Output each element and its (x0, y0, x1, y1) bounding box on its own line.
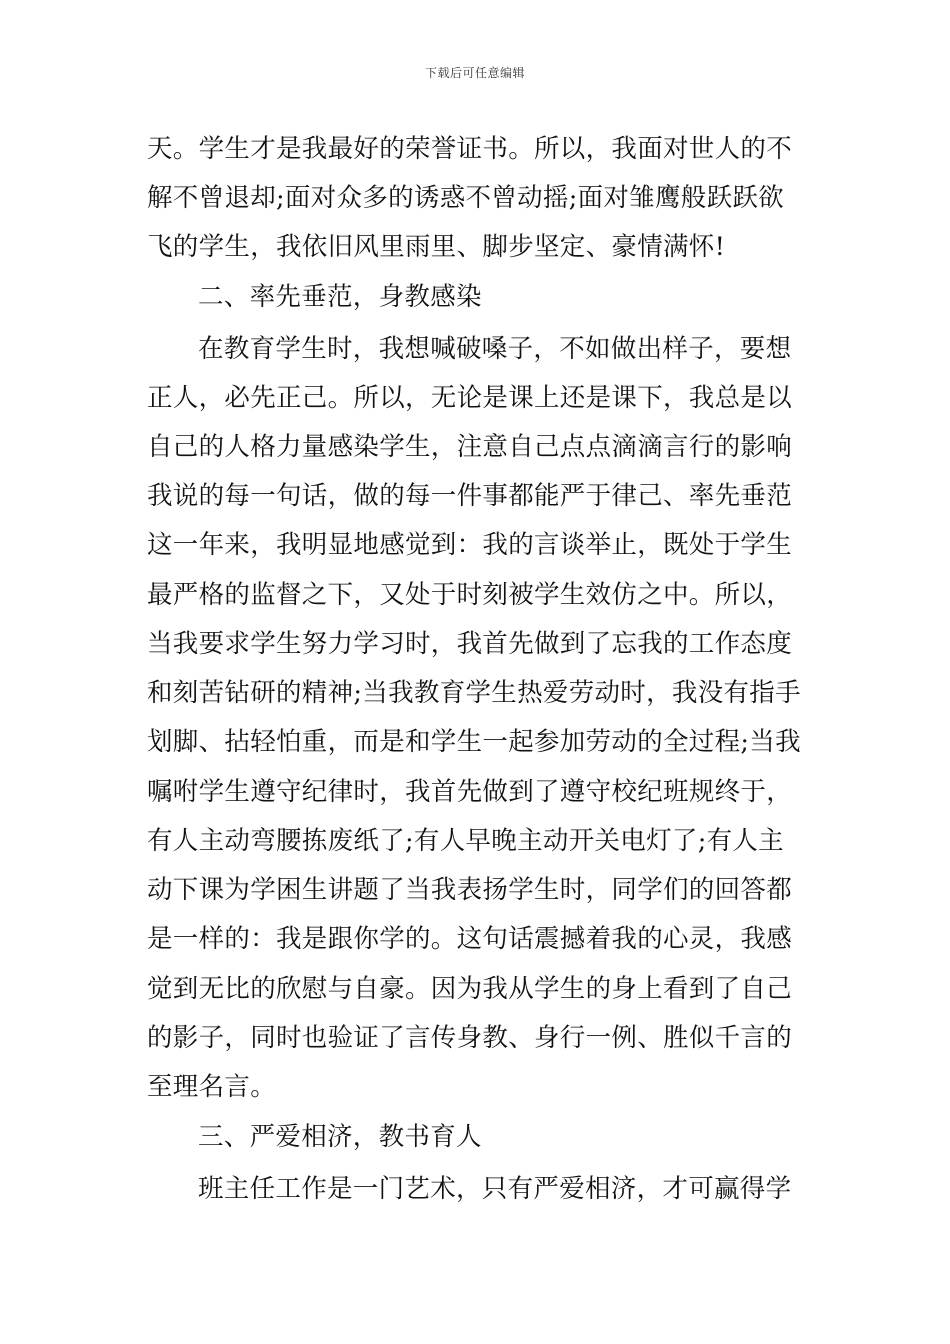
body-line: 正人，必先正己。所以，无论是课上还是课下，我总是以 (147, 383, 793, 413)
body-line: 当我要求学生努力学习时，我首先做到了忘我的工作态度 (147, 629, 793, 659)
body-line: 是一样的：我是跟你学的。这句话震撼着我的心灵，我感 (147, 924, 793, 954)
body-line: 这一年来，我明显地感觉到：我的言谈举止，既处于学生 (147, 530, 793, 560)
body-line: 飞的学生，我依旧风里雨里、脚步坚定、豪情满怀! (147, 232, 726, 262)
body-line: 的影子，同时也验证了言传身教、身行一例、胜似千言的 (147, 1023, 793, 1053)
body-line: 觉到无比的欣慰与自豪。因为我从学生的身上看到了自己 (147, 974, 793, 1004)
body-line: 划脚、拈轻怕重，而是和学生一起参加劳动的全过程;当我 (147, 727, 801, 757)
body-line: 和刻苦钻研的精神;当我教育学生热爱劳动时，我没有指手 (147, 678, 801, 708)
body-line: 天。学生才是我最好的荣誉证书。所以，我面对世人的不 (147, 134, 793, 164)
section-heading: 三、严爱相济，教书育人 (198, 1122, 482, 1152)
body-line: 在教育学生时，我想喊破嗓子，不如做出样子，要想 (198, 334, 792, 364)
body-line: 动下课为学困生讲题了当我表扬学生时，同学们的回答都 (147, 875, 793, 905)
section-heading: 二、率先垂范，身教感染 (198, 282, 482, 312)
body-line: 班主任工作是一门艺术，只有严爱相济，才可赢得学 (198, 1174, 792, 1204)
body-line: 我说的每一句话，做的每一件事都能严于律己、率先垂范 (147, 481, 793, 511)
body-line: 嘱咐学生遵守纪律时，我首先做到了遵守校纪班规终于， (147, 777, 793, 807)
body-line: 至理名言。 (147, 1072, 277, 1102)
body-line: 自己的人格力量感染学生，注意自己点点滴滴言行的影响 (147, 432, 793, 462)
body-line: 最严格的监督之下，又处于时刻被学生效仿之中。所以， (147, 580, 793, 610)
body-line: 有人主动弯腰拣废纸了;有人早晚主动开关电灯了;有人主 (147, 826, 784, 856)
body-line: 解不曾退却;面对众多的诱惑不曾动摇;面对雏鹰般跃跃欲 (147, 183, 784, 213)
page-header: 下载后可任意编辑 (424, 66, 525, 80)
